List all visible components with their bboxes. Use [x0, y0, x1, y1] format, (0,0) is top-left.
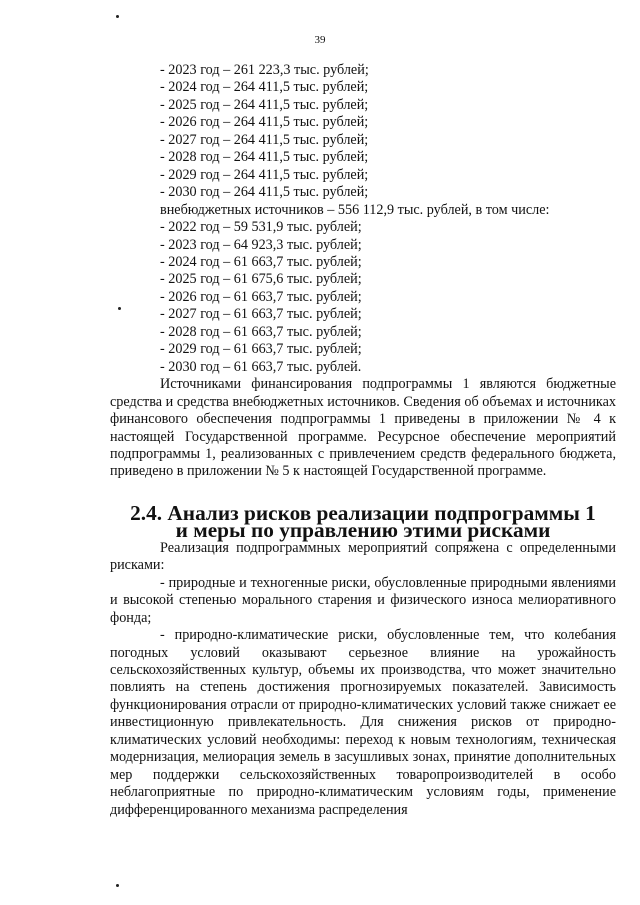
list-item: - 2029 год – 264 411,5 тыс. рублей;	[160, 166, 369, 183]
list-item: - 2022 год – 59 531,9 тыс. рублей;	[160, 219, 362, 236]
list-item: - 2025 год – 61 675,6 тыс. рублей;	[160, 271, 362, 288]
list-item: - 2024 год – 264 411,5 тыс. рублей;	[160, 79, 369, 96]
list-item: - 2026 год – 61 663,7 тыс. рублей;	[160, 288, 362, 305]
section-heading-line: 2.4. Анализ рисков реализации подпрограммы 1	[130, 500, 596, 525]
list-item: - 2024 год – 61 663,7 тыс. рублей;	[160, 253, 362, 270]
page-number: 39	[314, 34, 326, 46]
list-item: - 2025 год – 264 411,5 тыс. рублей;	[160, 96, 369, 113]
funding-list-extrabudget	[110, 219, 616, 376]
list-item: - 2029 год – 61 663,7 тыс. рублей;	[160, 341, 362, 358]
paragraph-risk-natural: - природные и техногенные риски, обусловленные природными явлениями и высокой степенью морального старения и физического износа мелиоративного фонда;	[110, 574, 616, 626]
paragraph-risks-intro: Реализация подпрограммных мероприятий сопряжена с определенными рисками:	[110, 539, 616, 574]
list-item: - 2028 год – 61 663,7 тыс. рублей;	[160, 323, 362, 340]
scan-speck	[116, 15, 119, 18]
list-item: - 2023 год – 261 223,3 тыс. рублей;	[160, 62, 369, 78]
section-heading	[110, 500, 616, 543]
list-item: - 2023 год – 64 923,3 тыс. рублей;	[160, 236, 362, 253]
document-body	[110, 62, 616, 819]
scan-speck	[116, 884, 119, 887]
list-item: - 2028 год – 264 411,5 тыс. рублей;	[160, 149, 369, 166]
paragraph-funding-sources: Источниками финансирования подпрограммы 1 являются бюджетные средства и средства внебюджетных источников. Сведения об объемах и источниках финансового обеспечения подпрограммы 1 приведены в приложении № 4 к настоящей Государственной программе. Ресурсное обеспечение мероприятий подпрограммы 1, реализованных с привлечением средств федерального бюджета, приведено в приложении № 5 к настоящей Государственной программе.	[110, 376, 616, 480]
section-heading-line: и меры по управлению этими рисками	[175, 518, 551, 543]
list-item: - 2027 год – 264 411,5 тыс. рублей;	[160, 131, 369, 148]
list-item: - 2027 год – 61 663,7 тыс. рублей;	[160, 306, 362, 323]
list-item: - 2026 год – 264 411,5 тыс. рублей;	[160, 114, 369, 131]
list-item: - 2030 год – 61 663,7 тыс. рублей.	[160, 358, 362, 375]
paragraph-risk-climate: - природно-климатические риски, обусловленные тем, что колебания погодных условий оказывают серьезное влияние на урожайность сельскохозяйственных культур, объемы их производства, что может значительно повлиять на степень достижения прогнозируемых показателей. Зависимость функционирования отрасли от природно-климатических условий также снижает ее инвестиционную привлекательность. Для снижения рисков от природно-климатических условий необходимы: переход к новым технологиям, техническая модернизация, мелиорация земель в засушливых зонах, принятие дополнительных мер поддержки сельскохозяйственных товаропроизводителей в особо неблагоприятные по природно-климатическим условиям годы, применение дифференцированного механизма распределения	[110, 627, 616, 818]
extrabudget-subheading: внебюджетных источников – 556 112,9 тыс. рублей, в том числе:	[160, 201, 550, 218]
list-item: - 2030 год – 264 411,5 тыс. рублей;	[160, 184, 369, 201]
funding-list-budget	[110, 62, 616, 202]
